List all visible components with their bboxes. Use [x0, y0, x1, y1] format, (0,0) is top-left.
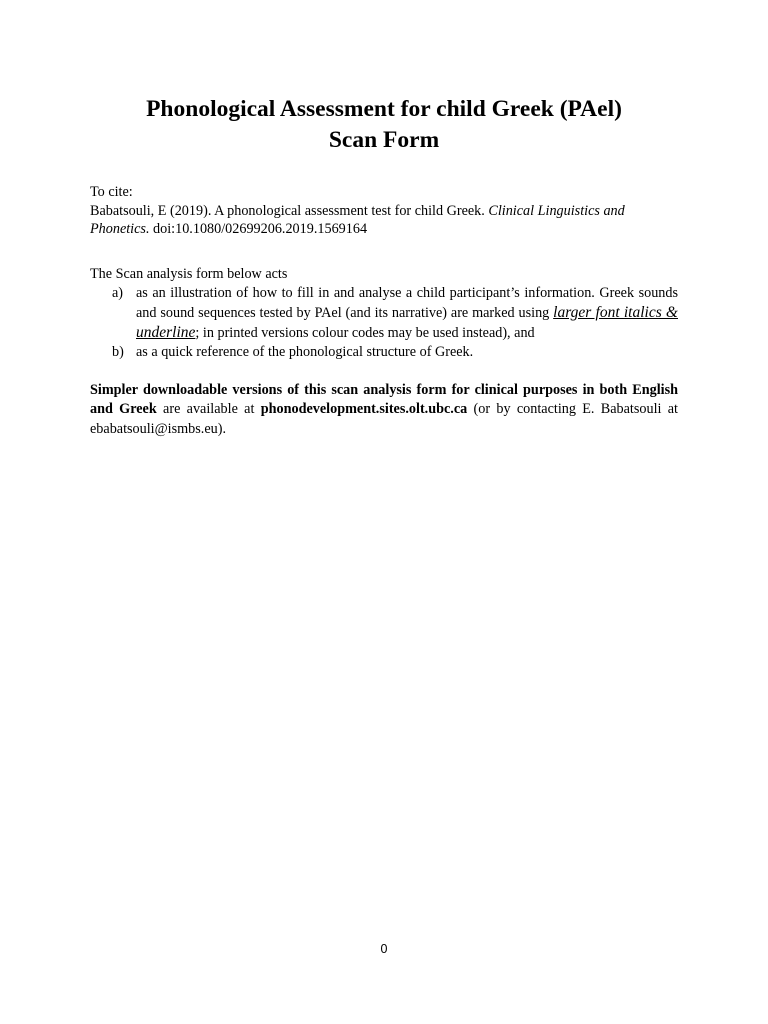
citation-journal: Clinical Linguistics and Phonetics.: [90, 202, 625, 237]
item-a-text-after: ; in printed versions colour codes may be used instead), and: [195, 324, 535, 341]
note-bold-lead: Simpler downloadable versions of this scan analysis form for clinical purposes in both English and Greek: [90, 381, 678, 417]
document-title: [90, 94, 678, 156]
citation-block: [90, 183, 678, 239]
citation-label: To cite:: [90, 184, 133, 200]
note-text-mid: are available at: [156, 401, 261, 417]
item-a-emphasis: larger font italics & underline: [136, 303, 678, 341]
intro-list: [90, 284, 678, 362]
availability-note: [90, 381, 678, 440]
document-page: [90, 94, 678, 439]
note-text-end: (or by contacting E. Babatsouli at ebabatsouli@ismbs.eu).: [90, 401, 678, 437]
citation-reference: [90, 202, 678, 239]
list-marker-a: a): [112, 284, 124, 301]
list-marker-b: b): [112, 343, 124, 360]
item-a-text: as an illustration of how to fill in and analyse a child participant’s information. Greek sounds and sound sequences tested by PAel (and its narrative) are marked using: [136, 284, 678, 321]
title-line-2: Scan Form: [328, 127, 440, 153]
title-line-1: Phonological Assessment for child Greek (PAel): [146, 96, 622, 122]
list-item-b: [90, 343, 678, 362]
page-number: 0: [380, 942, 388, 956]
item-b-text: as a quick reference of the phonological structure of Greek.: [136, 343, 474, 360]
intro-lead: The Scan analysis form below acts: [90, 265, 288, 282]
citation-authors-title: Babatsouli, E (2019). A phonological assessment test for child Greek.: [90, 202, 489, 219]
list-item-a: [90, 284, 678, 343]
note-url: phonodevelopment.sites.olt.ubc.ca: [260, 401, 468, 417]
intro-block: [90, 265, 678, 362]
citation-doi: doi:10.1080/02699206.2019.1569164: [149, 221, 368, 237]
